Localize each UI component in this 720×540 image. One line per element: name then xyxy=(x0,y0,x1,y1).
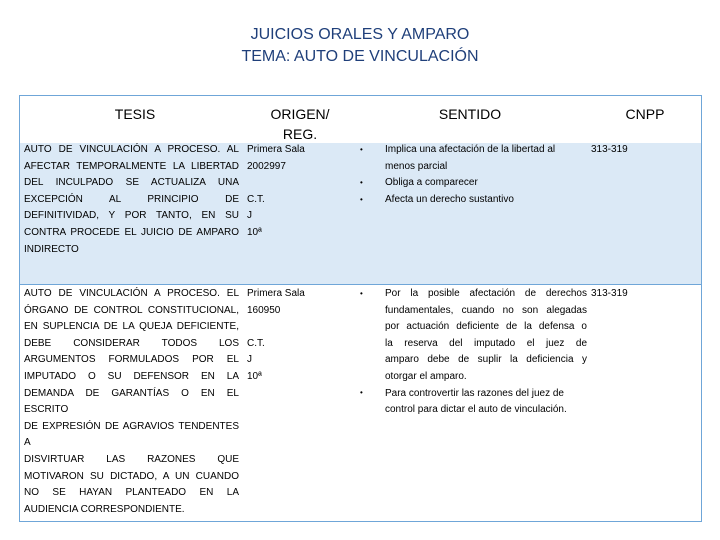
tesis-line: IMPUTADO O SU DEFENSOR EN LA xyxy=(24,370,239,382)
bullet-icon: • xyxy=(360,388,363,397)
origen-line: J xyxy=(247,210,252,222)
tesis-line: DEBE CONSIDERAR TODOS LOS xyxy=(24,337,239,349)
sentido-line: la reserva del imputado el juez de xyxy=(385,337,587,349)
bullet-icon: • xyxy=(360,289,363,298)
sentido-line: Obliga a comparecer xyxy=(385,177,478,189)
tesis-line: AFECTAR TEMPORALMENTE LA LIBERTAD xyxy=(24,160,239,172)
cnpp-value: 313-319 xyxy=(591,288,628,299)
tesis-line: ÓRGANO DE CONTROL CONSTITUCIONAL, xyxy=(24,304,239,316)
tesis-line: DISVIRTUAR LAS RAZONES QUE xyxy=(24,453,239,465)
sentido-line: otorgar el amparo. xyxy=(385,370,467,382)
table-row-2-tesis xyxy=(24,286,239,518)
bullet-icon: • xyxy=(360,195,363,204)
sentido-line: por actuación deficiente de la defensa o xyxy=(385,321,587,333)
table-row-2-origen xyxy=(247,286,337,386)
tesis-line: CONTRA PROCEDE EL JUICIO DE AMPARO xyxy=(24,226,239,238)
tesis-line: DEL INCULPADO SE ACTUALIZA UNA xyxy=(24,177,239,189)
tesis-line: DE EXPRESIÓN DE AGRAVIOS TENDENTES A xyxy=(24,420,239,449)
origen-line xyxy=(247,175,337,192)
origen-line: 10ª xyxy=(247,370,262,382)
table-row-1-origen xyxy=(247,142,337,242)
table-row-1-tesis xyxy=(24,142,239,258)
header-origen xyxy=(250,104,350,144)
bullet-icon: • xyxy=(360,145,363,154)
table-row-1-sentido xyxy=(385,142,590,208)
tesis-line: AUTO DE VINCULACIÓN A PROCESO. EL xyxy=(24,288,239,299)
page-title-line2: TEMA: AUTO DE VINCULACIÓN xyxy=(241,48,479,65)
tesis-line: ARGUMENTOS FORMULADOS POR EL xyxy=(24,354,239,366)
origen-line xyxy=(247,319,337,336)
tesis-line: INDIRECTO xyxy=(24,243,79,255)
tesis-line: DEMANDA DE GARANTÍAS O EN EL ESCRITO xyxy=(24,387,239,416)
sentido-line: Afecta un derecho sustantivo xyxy=(385,193,514,205)
header-tesis: TESIS xyxy=(114,106,156,122)
cnpp-value: 313-319 xyxy=(591,144,628,155)
sentido-line: fundamentales, cuando no son alegadas xyxy=(385,304,587,316)
header-sentido: SENTIDO xyxy=(438,106,502,122)
origen-line: C.T. xyxy=(247,193,265,205)
tesis-line: DEFINITIVIDAD, Y POR TANTO, EN SU xyxy=(24,210,239,222)
tesis-line: NO SE HAYAN PLANTEADO EN LA xyxy=(24,487,239,499)
header-origen-line1: ORIGEN/ xyxy=(270,106,330,122)
tesis-line: EN SUPLENCIA DE LA QUEJA DEFICIENTE, xyxy=(24,321,239,333)
table-row-1-cnpp xyxy=(591,142,651,159)
tesis-line: EXCEPCIÓN AL PRINCIPIO DE xyxy=(24,193,239,205)
origen-line: 160950 xyxy=(247,304,281,316)
origen-line: J xyxy=(247,354,252,366)
origen-line: Primera Sala xyxy=(247,288,305,299)
sentido-line: Por la posible afectación de derechos xyxy=(385,288,587,299)
sentido-line: Implica una afectación de la libertad al xyxy=(385,144,556,155)
origen-line: C.T. xyxy=(247,337,265,349)
page-title-line1: JUICIOS ORALES Y AMPARO xyxy=(250,26,470,43)
header-origen-line2: REG. xyxy=(282,126,318,142)
sentido-line: amparo debe de suplir la deficiencia y xyxy=(385,354,587,366)
origen-line: 2002997 xyxy=(247,160,286,172)
header-cnpp: CNPP xyxy=(625,106,665,122)
bullet-icon: • xyxy=(360,178,363,187)
row-divider xyxy=(20,284,701,285)
tesis-line: MOTIVARON SU DICTADO, A UN CUANDO xyxy=(24,470,239,482)
table-row-2-cnpp xyxy=(591,286,651,303)
tesis-line: AUTO DE VINCULACIÓN A PROCESO. AL xyxy=(24,144,239,155)
origen-line: Primera Sala xyxy=(247,144,305,155)
tesis-line: AUDIENCIA CORRESPONDIENTE. xyxy=(24,503,185,515)
origen-line: 10ª xyxy=(247,226,262,238)
sentido-line: Para controvertir las razones del juez de xyxy=(385,387,564,399)
sentido-line: menos parcial xyxy=(385,160,448,172)
table-row-2-sentido xyxy=(385,286,587,419)
sentido-line: control para dictar el auto de vinculación. xyxy=(385,404,567,416)
